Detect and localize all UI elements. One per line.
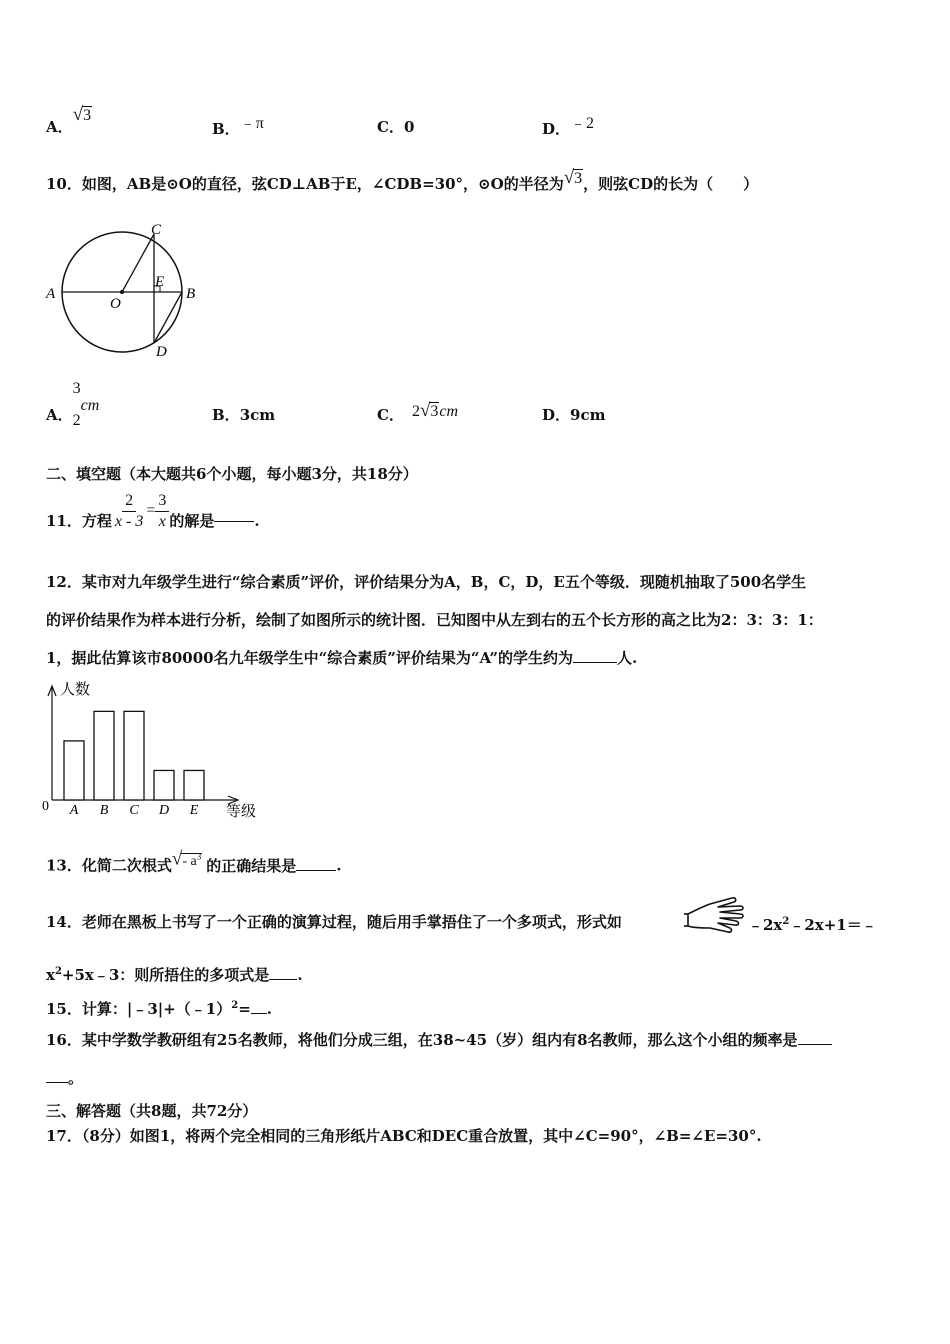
q11-end: . — [254, 512, 260, 530]
q11-text-b: 的解是 — [169, 512, 215, 530]
label-e: E — [155, 274, 165, 290]
q14-line-1-tail — [748, 912, 877, 935]
q11-lhs-fraction — [112, 491, 146, 532]
bar-c — [124, 711, 144, 800]
question-15 — [46, 996, 272, 1019]
label-a: A — [46, 286, 56, 302]
q10-option-b-value: 3cm — [239, 406, 276, 424]
q15-text-b: = — [238, 1000, 251, 1018]
q11-lhs-den: x - 3 — [114, 512, 144, 530]
x-axis-label: 等级 — [226, 804, 257, 820]
q14-line1c: ﹣2x+1＝﹣ — [789, 916, 877, 934]
q15-answer-blank — [251, 1013, 267, 1014]
q13-end: . — [336, 856, 342, 875]
q13-text-b: 的正确结果是 — [206, 856, 297, 875]
q10-option-b — [212, 404, 275, 425]
q9-option-a-label: A． — [46, 118, 73, 136]
q11-rhs-num: 3 — [155, 491, 169, 512]
q10-text-a: 如图，AB是⊙O的直径，弦CD⊥AB于E，∠CDB=30°，⊙O的半径为 — [81, 175, 564, 193]
q16-answer-blank-b — [46, 1082, 68, 1083]
q16-end: 。 — [68, 1069, 84, 1087]
question-10 — [46, 167, 759, 195]
q14-sup2: 2 — [54, 966, 62, 977]
q10-option-a-unit: cm — [80, 397, 100, 414]
hand-icon — [682, 892, 746, 940]
q13-sqrt: √- $a^3$ — [171, 848, 202, 870]
q9-option-c-label: C． — [377, 118, 404, 136]
q15-sup: 2 — [231, 1000, 239, 1011]
q10-option-d-label: D． — [542, 406, 571, 424]
q12-line-3 — [46, 648, 637, 668]
center-point — [120, 290, 124, 294]
q9-option-d — [542, 116, 594, 139]
q10-sqrt: √3 — [563, 167, 583, 188]
q9-option-d-label: D． — [542, 120, 571, 138]
q14-line-2 — [46, 962, 303, 985]
q10-option-b-label: B． — [212, 406, 240, 424]
bar-b — [94, 711, 114, 800]
label-d: D — [156, 344, 167, 360]
q12-answer-blank — [573, 662, 617, 663]
label-o: O — [110, 296, 121, 312]
q15-number: 15． — [46, 1000, 82, 1018]
q12-line3a: 1，据此估算该市80000名九年级学生中“综合素质”评价结果为“A”的学生约为 — [46, 649, 573, 667]
label-c: C — [151, 222, 162, 238]
q14-sup1: 2 — [782, 916, 790, 927]
q10-option-a-fraction — [73, 380, 81, 430]
q9-option-b-value: ﹣π — [239, 115, 264, 132]
question-13 — [46, 848, 342, 878]
q9-option-a — [46, 104, 92, 138]
q9-option-c-value: 0 — [403, 118, 415, 136]
q11-rhs-den: x — [158, 512, 166, 530]
bar-e — [184, 770, 204, 800]
q13-text-a: 化简二次根式 — [81, 856, 172, 875]
bar-a — [64, 741, 84, 800]
q17-text: （8分）如图1，将两个完全相同的三角形纸片ABC和DEC重合放置，其中∠C=90°，∠B=∠E=30°. — [81, 1127, 762, 1145]
q10-text-b: ，则弦CD的长为（ ） — [583, 175, 759, 193]
q14-line-1 — [46, 912, 622, 932]
q10-option-d-value: 9cm — [570, 406, 606, 424]
q9-option-a-sqrt: √3 — [72, 104, 92, 125]
q15-text: 计算：|﹣3|+（﹣1） — [81, 1000, 232, 1018]
q14-answer-blank — [269, 979, 297, 980]
q13-radicand: - a — [182, 853, 197, 869]
q11-lhs-num: 2 — [122, 491, 136, 512]
q11-number: 11． — [46, 512, 82, 530]
q14-line1a: 老师在黑板上书写了一个正确的演算过程，随后用手掌捂住了一个多项式，形式如 — [81, 913, 622, 931]
q10-circle-figure — [40, 220, 210, 365]
radius-oc — [122, 234, 154, 292]
q10-option-c-unit: cm — [439, 403, 459, 420]
category-label-e: E — [189, 803, 199, 818]
q11-answer-blank — [214, 521, 254, 522]
label-b: B — [186, 286, 196, 302]
category-label-c: C — [129, 803, 139, 818]
q12-number: 12． — [46, 573, 82, 591]
section-2-title: 二、填空题（本大题共6个小题，每小题3分，共18分） — [46, 465, 418, 483]
segment-db — [154, 292, 182, 343]
q10-radicand: 3 — [574, 170, 583, 187]
q12-line3b: 人. — [617, 649, 638, 667]
q13-answer-blank — [296, 870, 336, 871]
q10-number: 10． — [46, 175, 82, 193]
q14-number: 14． — [46, 913, 82, 931]
q10-option-c-sqrt: √3 — [419, 400, 439, 421]
q16-line-1 — [46, 1030, 832, 1050]
origin-label: 0 — [42, 799, 49, 814]
bar-d — [154, 770, 174, 800]
q13-exponent: 3 — [196, 851, 202, 861]
q11-eq: = — [146, 502, 156, 519]
q16-line-2 — [46, 1068, 83, 1088]
q17-number: 17． — [46, 1127, 82, 1145]
q9-option-c — [377, 116, 414, 137]
q14-end: . — [297, 966, 303, 984]
q10-option-a-num: 3 — [72, 380, 81, 397]
q16-text: 某中学数学教研组有25名教师，将他们分成三组，在38~45（岁）组内有8名教师，那么这个小组的频率是 — [81, 1031, 798, 1049]
q14-line2b: +5x﹣3：则所捂住的多项式是 — [61, 966, 270, 984]
q10-option-c-radicand: 3 — [430, 403, 439, 420]
q14-line1b: ﹣2x — [748, 916, 783, 934]
q12-line-1 — [46, 572, 806, 592]
y-axis-label: 人数 — [60, 682, 91, 698]
q11-text-a: 方程 — [81, 512, 112, 530]
question-11 — [46, 488, 260, 534]
q12-line1-text: 某市对九年级学生进行“综合素质”评价，评价结果分为A，B，C，D，E五个等级．现随机抽取了500名学生 — [81, 573, 807, 591]
section-3-title: 三、解答题（共8题，共72分） — [46, 1102, 258, 1120]
q10-option-a-label: A． — [46, 406, 73, 424]
category-label-d: D — [158, 803, 170, 818]
q10-option-c — [377, 400, 458, 422]
q16-number: 16． — [46, 1031, 82, 1049]
q12-line-2: 的评价结果作为样本进行分析，绘制了如图所示的统计图．已知图中从左到右的五个长方形的高之比为2：3：3：1： — [46, 611, 823, 629]
q10-option-a — [46, 380, 99, 430]
category-label-b: B — [99, 803, 109, 818]
q10-option-c-label: C． — [377, 406, 404, 424]
q9-option-b-label: B． — [212, 120, 240, 138]
category-label-a: A — [69, 803, 79, 818]
q11-rhs-fraction — [155, 491, 169, 532]
q9-option-a-radicand: 3 — [83, 107, 92, 124]
q12-bar-chart — [40, 676, 270, 822]
q10-option-a-den: 2 — [72, 412, 81, 429]
q15-end: . — [266, 1000, 273, 1018]
q10-option-c-coef: 2 — [411, 403, 420, 420]
q13-number: 13． — [46, 856, 82, 875]
q14-line2a: x — [46, 966, 55, 984]
q9-option-d-value: ﹣2 — [570, 115, 595, 132]
q16-answer-blank-a — [798, 1044, 832, 1045]
question-17 — [46, 1126, 762, 1146]
q9-option-b — [212, 116, 264, 139]
q10-option-d — [542, 404, 605, 425]
